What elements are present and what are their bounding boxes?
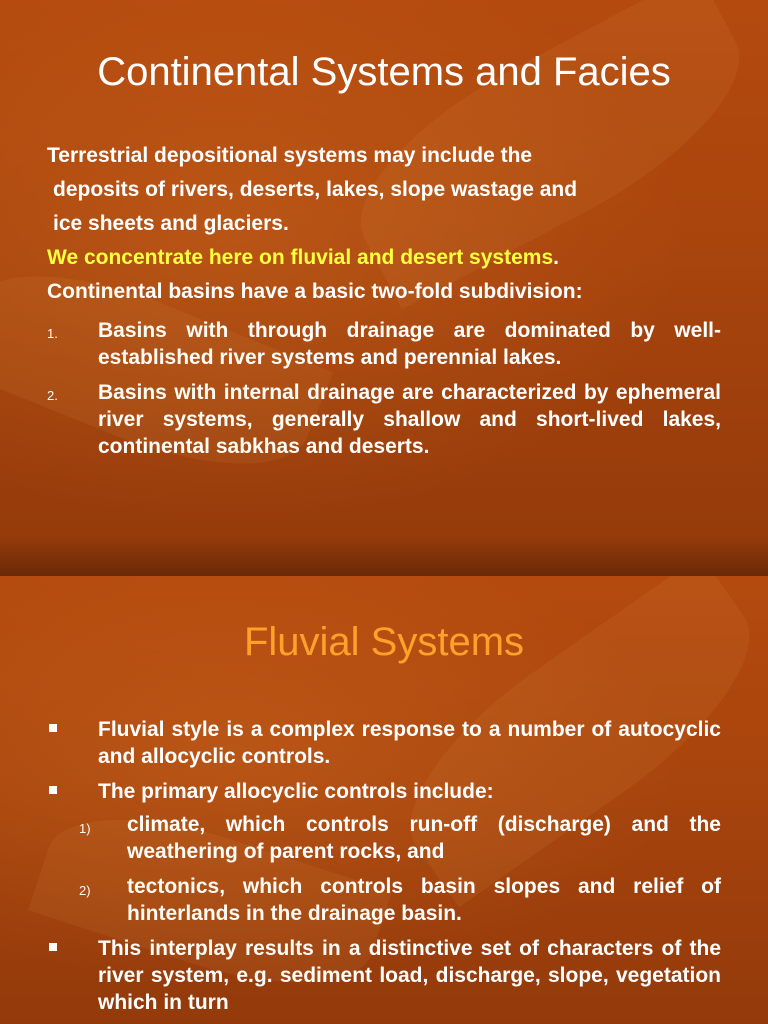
slide-title: Fluvial Systems	[243, 620, 525, 664]
bullet-text: Fluvial style is a complex response to a number of autocyclic and allocyclic controls.	[98, 718, 721, 768]
sub-list-number: 1)	[79, 821, 91, 836]
sub-list-text: tectonics, which controls basin slopes and relief of hinterlands in the drainage basin.	[127, 875, 721, 925]
intro-line: Continental basins have a basic two-fold subdivision:	[47, 280, 583, 303]
list-number: 1.	[47, 326, 58, 341]
paragraph-line: Terrestrial depositional systems may include the	[47, 144, 533, 167]
paragraph-line: deposits of rivers, deserts, lakes, slope wastage and	[53, 178, 578, 201]
highlight-text: We concentrate here on fluvial and desert systems	[47, 246, 554, 269]
list-number: 2.	[47, 388, 58, 403]
slide-body	[47, 139, 727, 309]
list-item	[47, 317, 721, 371]
square-bullet-icon	[49, 943, 57, 951]
sub-list	[79, 811, 721, 927]
paragraph-line: ice sheets and glaciers.	[53, 212, 289, 235]
bullet-text: This interplay results in a distinctive set of characters of the river system, e.g. sediment load, discharge, slope, vegetation which in turn	[98, 937, 721, 1014]
bullet-list	[47, 716, 721, 1024]
bullet-text: The primary allocyclic controls include:	[98, 780, 494, 803]
numbered-list	[47, 317, 721, 460]
square-bullet-icon	[49, 786, 57, 794]
list-item-text: Basins with internal drainage are characterized by ephemeral river systems, generally shallow and short-lived lakes, continental sabkhas and deserts.	[98, 381, 721, 458]
list-item-text: Basins with through drainage are dominated by well-established river systems and perennial lakes.	[98, 319, 721, 369]
bullet-item	[47, 778, 721, 805]
slide-bottom-shade	[0, 536, 768, 576]
highlight-period: .	[553, 246, 559, 269]
list-item	[47, 379, 721, 460]
bullet-item	[47, 716, 721, 770]
sub-list-number: 2)	[79, 883, 91, 898]
highlight-line	[47, 241, 727, 275]
slide-fluvial-systems	[0, 576, 768, 1024]
sub-list-text: climate, which controls run-off (discharge) and the weathering of parent rocks, and	[127, 813, 721, 863]
slide-title: Continental Systems and Facies	[97, 50, 671, 94]
sub-list-item	[79, 811, 721, 865]
sub-list-item	[79, 873, 721, 927]
square-bullet-icon	[49, 724, 57, 732]
bullet-item	[47, 935, 721, 1016]
